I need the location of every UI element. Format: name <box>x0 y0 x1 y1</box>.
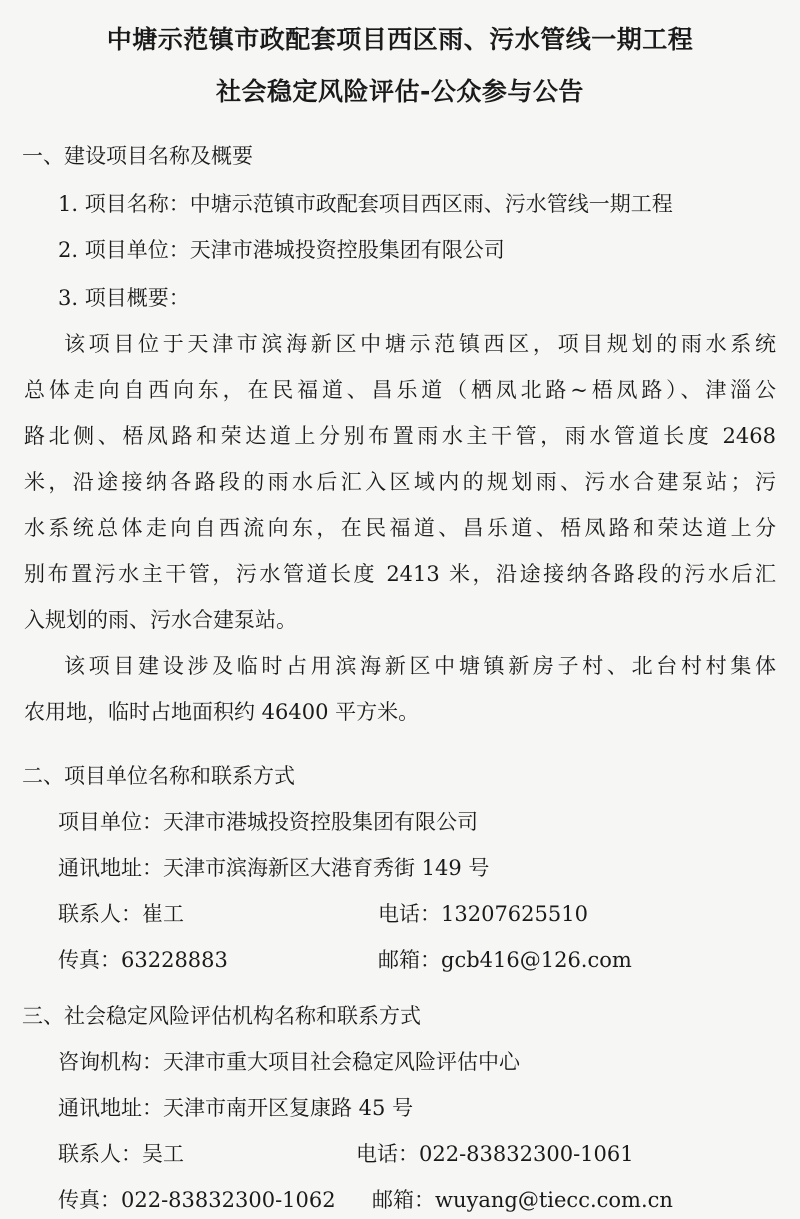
project-unit-item: 2. 项目单位：天津市港城投资控股集团有限公司 <box>58 238 505 262</box>
document-title-line1: 中塘示范镇市政配套项目西区雨、污水管线一期工程 <box>106 25 694 54</box>
section2-heading: 二、项目单位名称和联系方式 <box>22 764 295 788</box>
project-unit-address: 通讯地址：天津市滨海新区大港育秀街 149 号 <box>58 856 490 880</box>
land-use-para-line: 该项目建设涉及临时占用滨海新区中塘镇新房子村、北台村村集体 <box>64 654 776 678</box>
agency-name: 咨询机构：天津市重大项目社会稳定风险评估中心 <box>58 1050 520 1074</box>
overview-para-line: 米，沿途接纳各路段的雨水后汇入区域内的规划雨、污水合建泵站；污 <box>24 470 776 494</box>
project-unit-phone: 电话：13207625510 <box>378 902 588 926</box>
project-overview-item: 3. 项目概要： <box>58 286 190 310</box>
project-unit-fax: 传真：63228883 <box>58 948 228 972</box>
agency-fax: 传真：022-83832300-1062 <box>58 1188 336 1212</box>
project-name-item: 1. 项目名称：中塘示范镇市政配套项目西区雨、污水管线一期工程 <box>58 192 673 216</box>
land-use-para-line: 农用地，临时占地面积约 46400 平方米。 <box>24 700 420 724</box>
agency-address: 通讯地址：天津市南开区复康路 45 号 <box>58 1096 414 1120</box>
overview-para-line: 别布置污水主干管，污水管道长度 2413 米，沿途接纳各路段的污水后汇 <box>24 562 776 586</box>
overview-para-line: 总体走向自西向东，在民福道、昌乐道（栖凤北路~梧凤路）、津淄公 <box>24 378 776 402</box>
project-unit-contact: 联系人：崔工 <box>58 902 184 926</box>
agency-phone: 电话：022-83832300-1061 <box>356 1142 634 1166</box>
overview-para-line: 该项目位于天津市滨海新区中塘示范镇西区，项目规划的雨水系统 <box>64 332 776 356</box>
overview-para-line: 入规划的雨、污水合建泵站。 <box>24 608 297 632</box>
overview-para-line: 路北侧、梧凤路和荣达道上分别布置雨水主干管，雨水管道长度 2468 <box>24 424 776 448</box>
project-unit-name: 项目单位：天津市港城投资控股集团有限公司 <box>58 810 478 834</box>
agency-email: 邮箱：wuyang@tiecc.com.cn <box>372 1188 673 1212</box>
overview-para-line: 水系统总体走向自西流向东，在民福道、昌乐道、梧凤路和荣达道上分 <box>24 516 776 540</box>
agency-contact: 联系人：吴工 <box>58 1142 184 1166</box>
project-unit-email: 邮箱：gcb416@126.com <box>378 948 632 972</box>
document-title-line2: 社会稳定风险评估-公众参与公告 <box>216 77 584 106</box>
section3-heading: 三、社会稳定风险评估机构名称和联系方式 <box>22 1004 421 1028</box>
section1-heading: 一、建设项目名称及概要 <box>22 144 253 168</box>
